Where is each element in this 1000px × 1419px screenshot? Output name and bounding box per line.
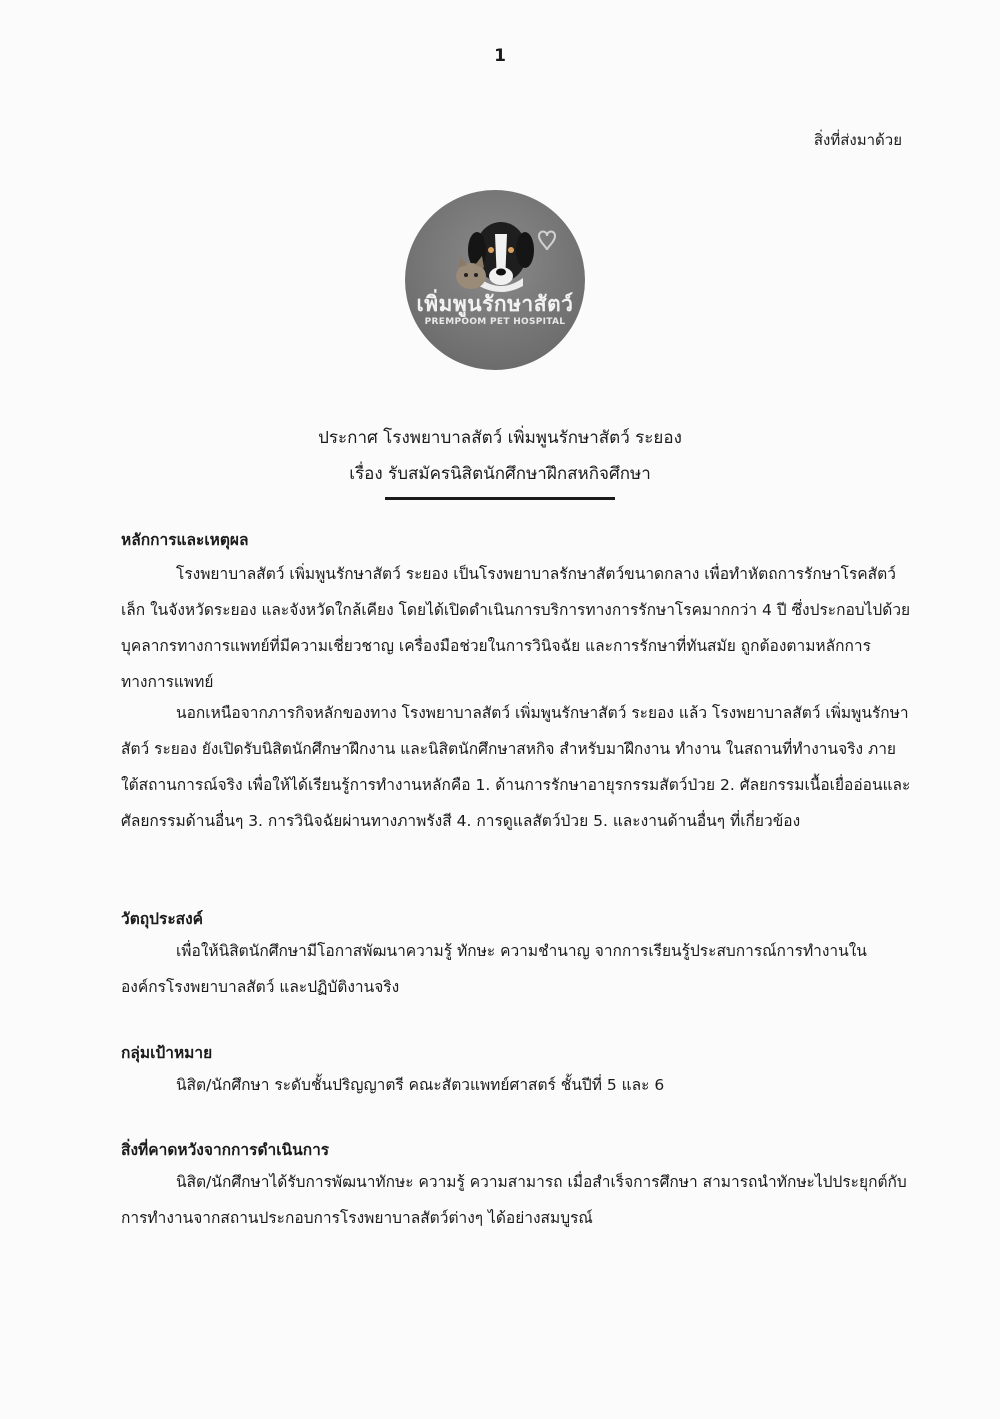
page-number: 1: [494, 46, 506, 66]
heart-icon: [539, 232, 555, 251]
paragraph-target: [121, 1067, 911, 1103]
logo-name-english: PREMPOOM PET HOSPITAL: [424, 317, 566, 327]
paragraph-objective: [121, 933, 911, 1005]
title-underline: [385, 497, 615, 500]
heading-target: กลุ่มเป้าหมาย: [121, 1044, 213, 1062]
heading-principles: หลักการและเหตุผล: [121, 531, 249, 549]
paragraph-principles-2-text: นอกเหนือจากภารกิจหลักของทาง โรงพยาบาลสัตว์ เพิ่มพูนรักษาสัตว์ ระยอง แล้ว โรงพยาบาลสัตว์ เพิ่มพูนรักษาสัตว์ ระยอง ยังเปิดรับนิสิตนักศึกษาฝึกงาน และนิสิตนักศึกษาสหกิจ สำหรับมาฝึกงาน ทำงาน ในสถานที่ทำงานจริง ภายใต้สถานการณ์จริง เพื่อให้ได้เรียนรู้การทำงานหลักคือ 1. ด้านการรักษาอายุรกรรมสัตว์ป่วย 2. ศัลยกรรมเนื้อเยื่ออ่อนและศัลยกรรมด้านอื่นๆ 3. การวินิจฉัยผ่านทางภาพรังสี 4. การดูแลสัตว์ป่วย 5. และงานด้านอื่นๆ ที่เกี่ยวข้อง: [121, 704, 911, 830]
hospital-logo: [405, 190, 585, 370]
paragraph-objective-text: เพื่อให้นิสิตนักศึกษามีโอกาสพัฒนาความรู้ ทักษะ ความชำนาญ จากการเรียนรู้ประสบการณ์การทำงานในองค์กรโรงพยาบาลสัตว์ และปฏิบัติงานจริง: [121, 942, 867, 996]
paragraph-expected: [121, 1164, 911, 1236]
enclosure-label: สิ่งที่ส่งมาด้วย: [813, 131, 902, 149]
paragraph-principles-2: [121, 695, 911, 839]
paragraph-expected-text: นิสิต/นักศึกษาได้รับการพัฒนาทักษะ ความรู้ ความสามารถ เมื่อสำเร็จการศึกษา สามารถนำทักษะไปประยุกต์กับการทำงานจากสถานประกอบการโรงพยาบาลสัตว์ต่างๆ ได้อย่างสมบูรณ์: [121, 1173, 907, 1227]
heading-objective: วัตถุประสงค์: [121, 910, 204, 928]
paragraph-principles-1-text: โรงพยาบาลสัตว์ เพิ่มพูนรักษาสัตว์ ระยอง เป็นโรงพยาบาลรักษาสัตว์ขนาดกลาง เพื่อทำหัตถการรักษาโรคสัตว์เล็ก ในจังหวัดระยอง และจังหวัดใกล้เคียง โดยได้เปิดดำเนินการบริการทางการรักษาโรคมากกว่า 4 ปี ซึ่งประกอบไปด้วยบุคลากรทางการแพทย์ที่มีความเชี่ยวชาญ เครื่องมือช่วยในการวินิจฉัย และการรักษาที่ทันสมัย ถูกต้องตามหลักการทางการแพทย์: [121, 565, 911, 691]
logo-name-thai: เพิ่มพูนรักษาสัตว์: [416, 292, 574, 316]
heading-expected: สิ่งที่คาดหวังจากการดำเนินการ: [121, 1141, 330, 1159]
announcement-subject: เรื่อง รับสมัครนิสิตนักศึกษาฝึกสหกิจศึกษา: [349, 464, 651, 484]
paragraph-target-text: นิสิต/นักศึกษา ระดับชั้นปริญญาตรี คณะสัตวแพทย์ศาสตร์ ชั้นปีที่ 5 และ 6: [176, 1076, 665, 1094]
announcement-title: ประกาศ โรงพยาบาลสัตว์ เพิ่มพูนรักษาสัตว์ ระยอง: [318, 428, 682, 448]
paragraph-principles-1: [121, 556, 911, 700]
